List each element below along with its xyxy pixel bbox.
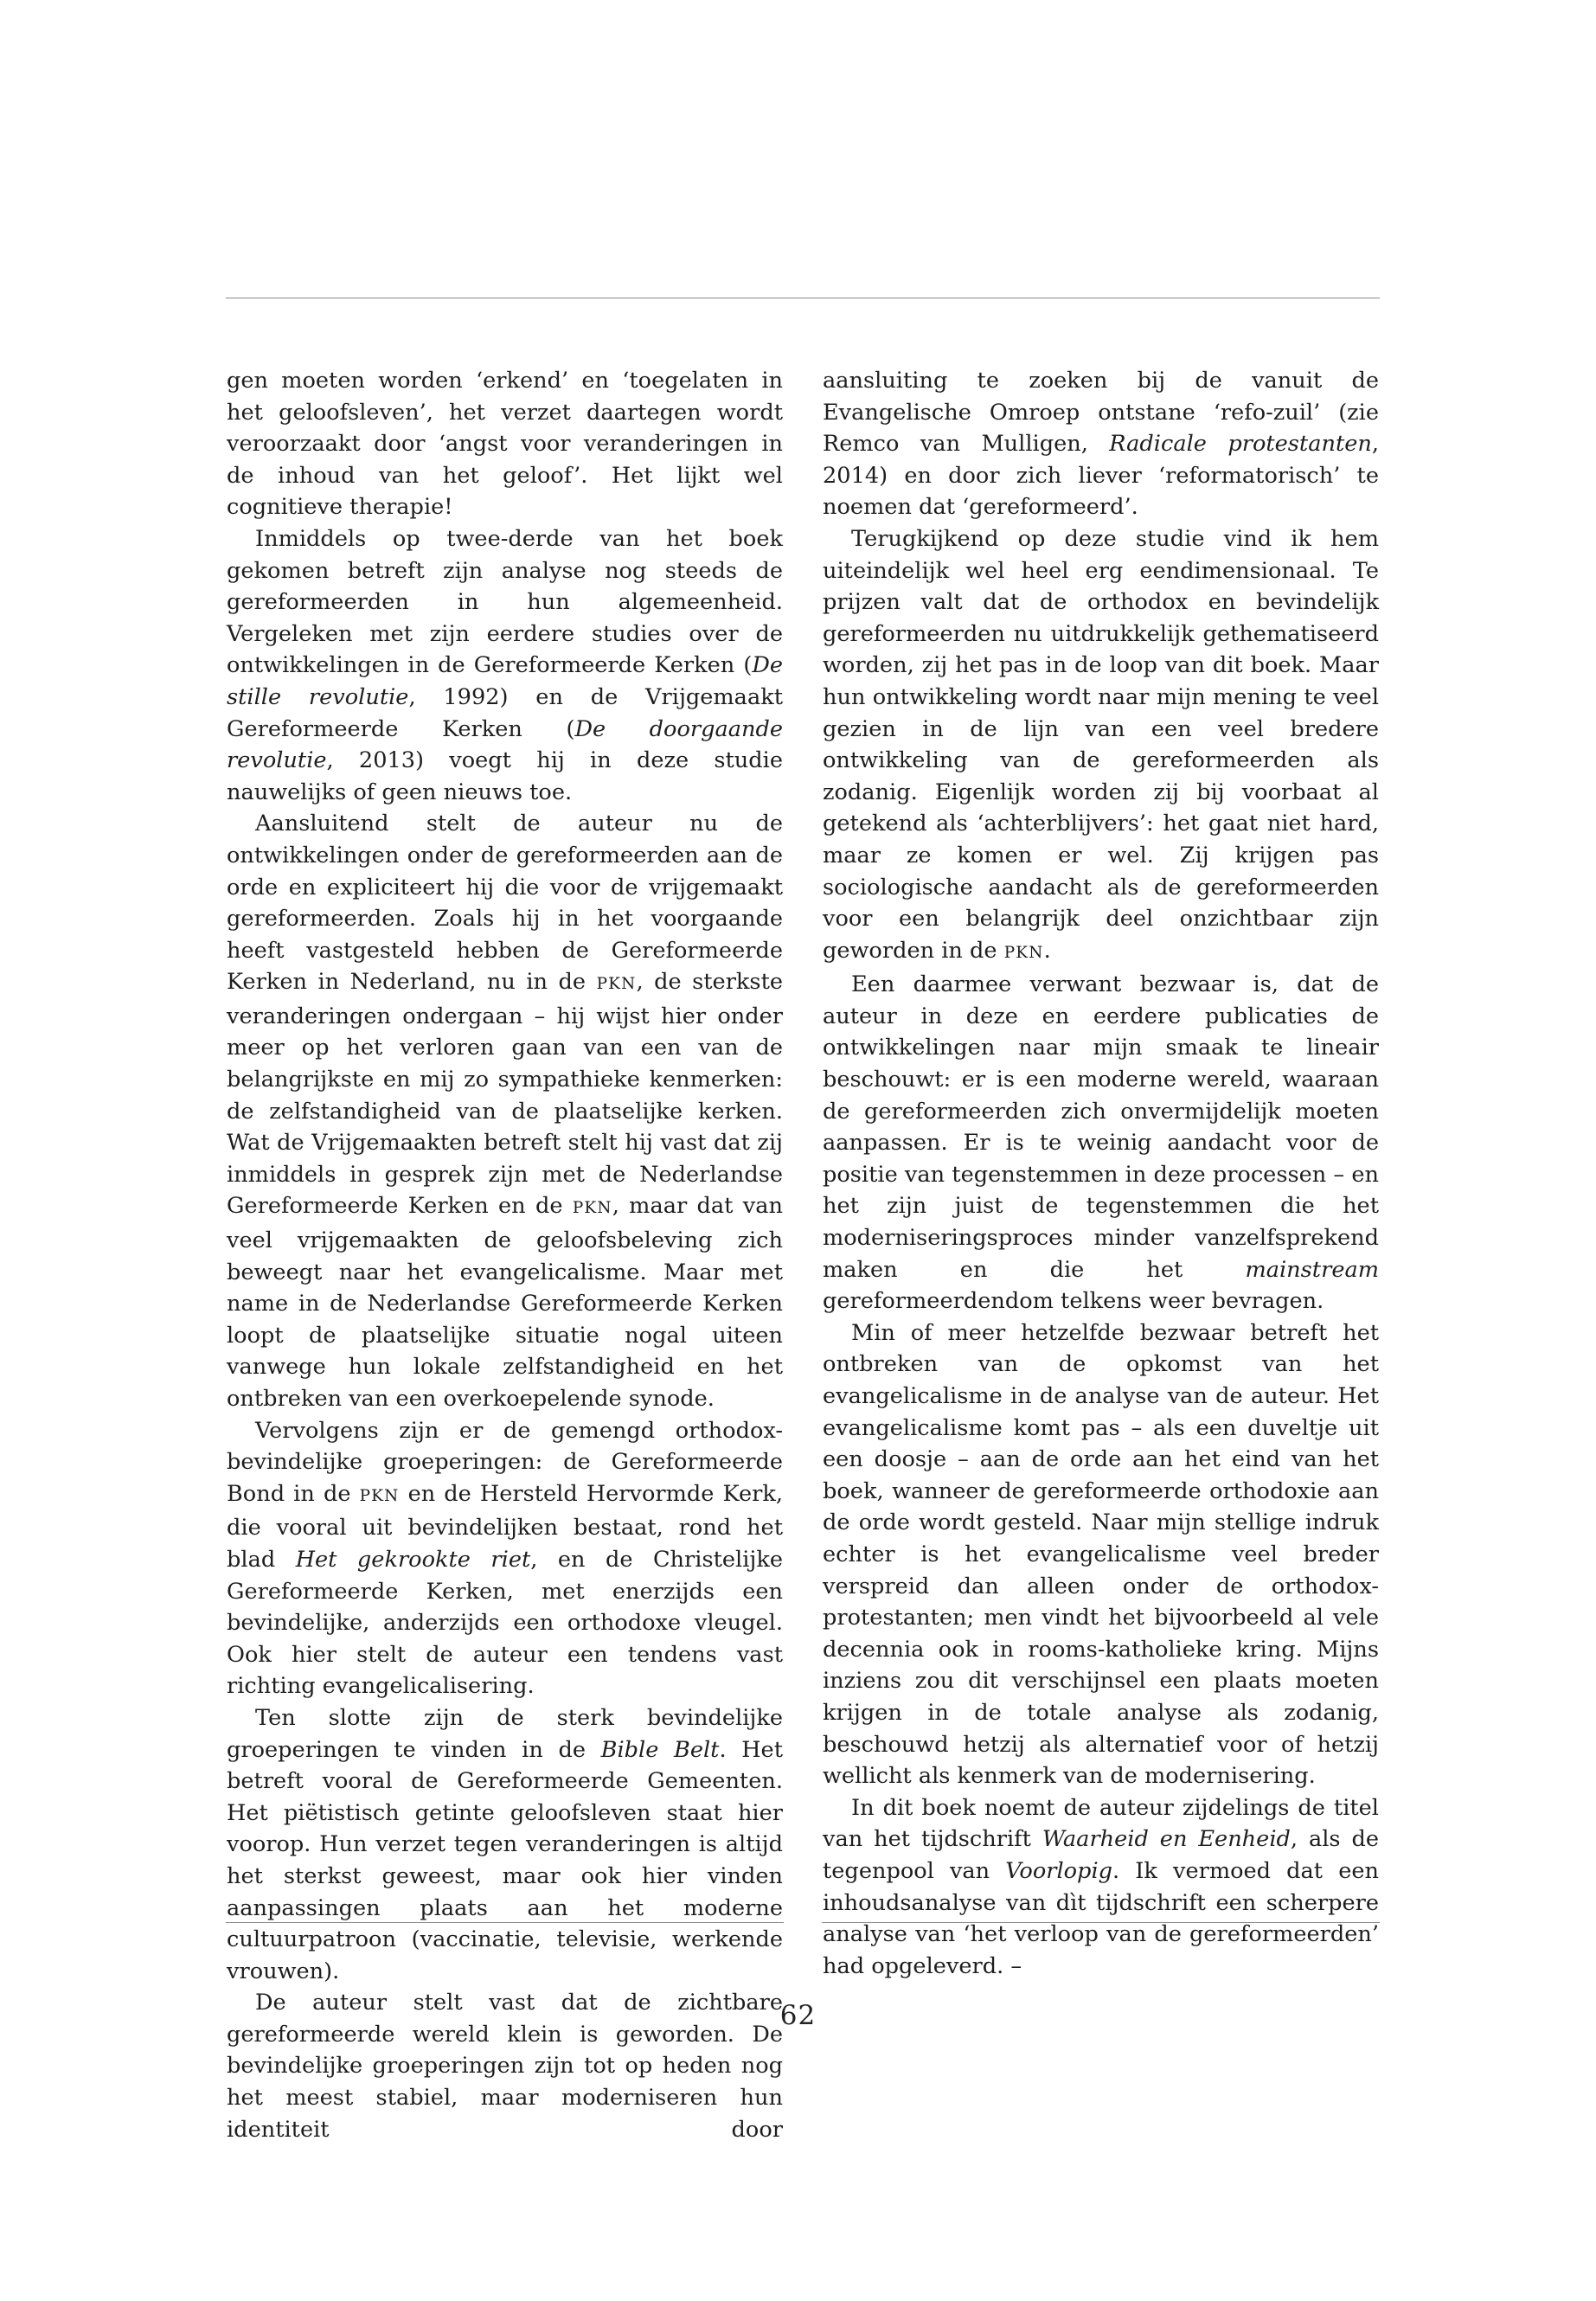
book-title: Radicale protestanten: [1109, 431, 1372, 458]
left-paragraph-3: Aansluitend stelt de auteur nu de ontwikkelingen onder de gereformeerden aan de orde en expliciteert hij die voor de vrijgemaakt gereformeerden. Zoals hij in het voorgaande heeft vastgesteld hebben de Gereformeerde Kerken in Nederland, nu in de PKN, de sterkste veranderingen ondergaan – hij wijst hier onder meer op het verloren gaan van een van de belangrijkste en mij zo sympathieke kenmerken: de zelfstandigheid van de plaatselijke kerken. Wat de Vrijgemaakten betreft stelt hij vast dat zij inmiddels in gesprek zijn met de Nederlandse Gereformeerde Kerken en de PKN, maar dat van veel vrijgemaakten de geloofsbeleving zich beweegt naar het evangelicalisme. Maar met name in de Nederlandse Gereformeerde Kerken loopt de plaatselijke situatie nogal uiteen vanwege hun lokale zelfstandigheid en het ontbreken van een overkoepelende synode.: [227, 811, 783, 1412]
page-number: 62: [779, 2000, 817, 2031]
right-paragraph-3: Een daarmee verwant bezwaar is, dat de auteur in deze en eerdere publicaties de ontwikkelingen naar mijn smaak te lineair beschouwt: er is een moderne wereld, waaraan de gereformeerden zich onvermijdelijk moeten aanpassen. Er is te weinig aandacht voor de positie van tegenstemmen in deze processen – en het zijn juist de tegenstemmen die het moderniseringsproces minder vanzelfsprekend maken en die het mainstream gereformeerdendom telkens weer bevragen.: [823, 971, 1379, 1315]
right-paragraph-1: aansluiting te zoeken bij de vanuit de Evangelische Omroep ontstane ‘refo-zuil’ (zie Remco van Mulligen, Radicale protestanten, 2014) en door zich liever ‘reformatorisch’ te noemen dat ‘gereformeerd’.: [823, 368, 1380, 521]
right-paragraph-5: In dit boek noemt de auteur zijdelings de titel van het tijdschrift Waarheid en Eenheid, als de tegenpool van Voorlopig. Ik vermoed dat een inhoudsanalyse van dìt tijdschrift een scherpere analyse van ‘het verloop van de gereformeerden’ had opgeleverd. –: [823, 1794, 1379, 1979]
left-paragraph-6: De auteur stelt vast dat de zichtbare gereformeerde wereld klein is geworden. De bevindelijke groeperingen zijn tot op heden nog het meest stabiel, maar moderniseren hun identiteit door: [227, 1990, 783, 2143]
left-column: [227, 365, 783, 2145]
right-column: [823, 365, 1379, 1982]
book-title: De stille revolutie: [227, 652, 783, 710]
abbreviation: PKN: [359, 1486, 400, 1505]
periodical-title: Het gekrookte riet: [295, 1546, 531, 1573]
periodical-title: Waarheid en Eenheid: [1042, 1826, 1291, 1853]
left-paragraph-1: gen moeten worden ‘erkend’ en ‘toegelaten in het geloofsleven’, het verzet daartegen wordt veroorzaakt door ‘angst voor veranderingen in de inhoud van het geloof’. Het lijkt wel cognitieve therapie!: [227, 368, 783, 521]
footer-rule-right: [822, 1922, 1380, 1923]
left-paragraph-5: Ten slotte zijn de sterk bevindelijke groeperingen te vinden in de Bible Belt. Het betreft vooral de Gereformeerde Gemeenten. Het piëtistisch getinte geloofsleven staat hier voorop. Hun verzet tegen veranderingen is altijd het sterkst geweest, maar ook hier vinden aanpassingen plaats aan het moderne cultuurpatroon (vaccinatie, televisie, werkende vrouwen).: [227, 1704, 783, 1984]
abbreviation: PKN: [572, 1199, 612, 1218]
term: mainstream: [1245, 1256, 1379, 1283]
term: Bible Belt: [600, 1736, 720, 1763]
left-paragraph-4: Vervolgens zijn er de gemengd orthodox-bevindelijke groeperingen: de Gereformeerde Bond in de PKN en de Hersteld Hervormde Kerk, die vooral uit bevindelijken bestaat, rond het blad Het gekrookte riet, en de Christelijke Gereformeerde Kerken, met enerzijds een bevindelijke, anderzijds een orthodoxe vleugel. Ook hier stelt de auteur een tendens vast richting evangelicalisering.: [227, 1417, 783, 1700]
right-paragraph-4: Min of meer hetzelfde bezwaar betreft het ontbreken van de opkomst van het evangelicalisme in de analyse van de auteur. Het evangelicalisme komt pas – als een duveltje uit een doosje – aan de orde aan het eind van het boek, wanneer de gereformeerde orthodoxie aan de orde wordt gesteld. Naar mijn stellige indruk echter is het evangelicalisme veel breder verspreid dan alleen onder de orthodox-protestanten; men vindt het bijvoorbeeld al vele decennia ook in rooms-katholieke kring. Mijns inziens zou dit verschijnsel een plaats moeten krijgen in de totale analyse als zodanig, beschouwd hetzij als alternatief voor of hetzij wellicht als kenmerk van de modernisering.: [823, 1319, 1379, 1790]
left-paragraph-2: Inmiddels op twee-derde van het boek gekomen betreft zijn analyse nog steeds de gereformeerden in hun algemeenheid. Vergeleken met zijn eerdere studies over de ontwikkelingen in de Gereformeerde Kerken (De stille revolutie, 1992) en de Vrijgemaakt Gereformeerde Kerken (De doorgaande revolutie, 2013) voegt hij in deze studie nauwelijks of geen nieuws toe.: [227, 525, 783, 805]
periodical-title: Voorlopig: [1005, 1857, 1113, 1884]
right-paragraph-2: Terugkijkend op deze studie vind ik hem uiteindelijk wel heel erg eendimensionaal. Te prijzen valt dat de orthodox en bevindelijk gereformeerden nu uitdrukkelijk gethematiseerd worden, zij het pas in de loop van dit boek. Maar hun ontwikkeling wordt naar mijn mening te veel gezien in de lijn van een veel bredere ontwikkeling van de gereformeerden als zodanig. Eigenlijk worden zij bij voorbaat al getekend als ‘achterblijvers’: het gaat niet hard, maar ze komen er wel. Zij krijgen pas sociologische aandacht als de gereformeerden voor een belangrijk deel onzichtbaar zijn geworden in de PKN.: [823, 525, 1379, 964]
abbreviation: PKN: [1003, 943, 1044, 962]
book-title: De doorgaande revolutie: [227, 715, 783, 774]
abbreviation: PKN: [596, 975, 637, 994]
footer-rule-left: [226, 1922, 784, 1923]
